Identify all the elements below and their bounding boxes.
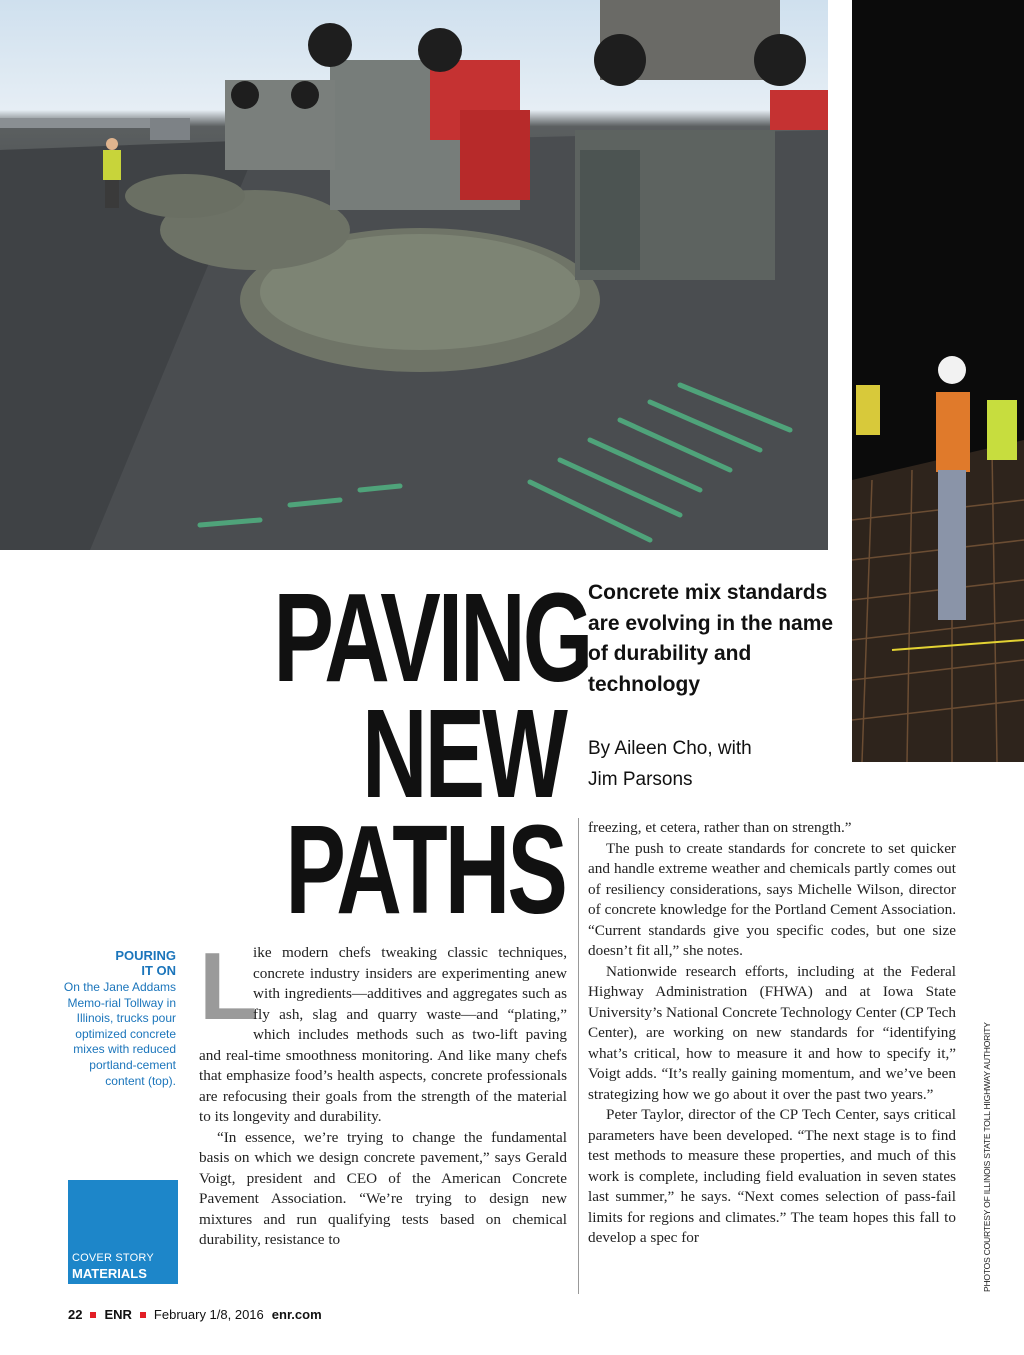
photo-caption [60, 948, 176, 1089]
section-label: COVER STORY [72, 1252, 154, 1264]
column-rule [578, 818, 579, 1294]
section-name: MATERIALS [72, 1266, 147, 1281]
paragraph: The push to create standards for concrete to set quicker and handle extreme weather and chemicals partly comes out of resiliency considerations, says Michelle Wilson, director of concrete knowledge for the Portland Cement Association. “Current standards give you specific codes, but one size doesn’t fit all,” she notes. [588, 839, 956, 959]
page-footer [68, 1307, 322, 1322]
paragraph: ike modern chefs tweaking classic techniques, concrete industry insiders are experimenting anew with ingredients—additives and aggregates such as fly ash, slag and quarry waste—and “plating,” which includes methods such as two-lift paving and real-time smoothness monitoring. And like many chefs that emphasize food’s health aspects, concrete professionals are refocusing their goals from the strength of the material to its longevity and durability. [199, 944, 567, 1125]
paragraph: “In essence, we’re trying to change the fundamental basis on which we design concrete pavement,” says Gerald Voigt, president and CEO of the American Concrete Pavement Association. “We’re trying to design new mixtures and run qualifying tests based on chemical durability, resistance to [199, 1128, 567, 1248]
byline [588, 733, 838, 795]
article-column-1 [199, 933, 567, 1251]
issue-date: February 1/8, 2016 [153, 1307, 264, 1322]
headline-line-2: NEW [361, 683, 565, 824]
paragraph: Peter Taylor, director of the CP Tech Center, says critical parameters have been developed. “The next stage is to find test methods to measure these properties, and much of this work is complete, including field evaluation in seven states last summer,” he says. “Next comes selection of pass-fail limits for regions and climates.” The team hopes this fall to develop a spec for [588, 1106, 956, 1246]
brand: ENR [104, 1307, 132, 1322]
paragraph: Nationwide research efforts, including at the Federal Highway Administration (FHWA) and at Iowa State University’s National Concrete Technology Center (CP Tech Center), are working on new standards for “identifying what’s critical, how to measure it and how to specify it,” Voigt adds. “It’s really gaining momentum, and we’ve been strategizing how we go about it over the past two years.” [588, 962, 956, 1103]
drop-cap: L [199, 933, 258, 1040]
paragraph: freezing, et cetera, rather than on strength.” [588, 819, 852, 836]
photo-night-illustration [852, 0, 1024, 762]
article-column-2 [588, 818, 956, 1249]
page-number: 22 [68, 1307, 83, 1322]
byline-line-1: By Aileen Cho, with [588, 738, 752, 759]
caption-title-line-1: POURING [115, 948, 176, 963]
headline-line-3: PATHS [285, 799, 565, 940]
photo-concrete-trucks [0, 0, 828, 550]
photo-credit: PHOTOS COURTESY OF ILLINOIS STATE TOLL HIGHWAY AUTHORITY [982, 1022, 992, 1292]
footer-square-icon [90, 1312, 96, 1318]
caption-text: On the Jane Addams Memo-rial Tollway in Illinois, trucks pour optimized concrete mixes with reduced portland-cement content (top). [63, 980, 176, 1088]
caption-title [60, 948, 176, 978]
footer-square-icon [140, 1312, 146, 1318]
byline-line-2: Jim Parsons [588, 769, 693, 790]
photo-night-crew [852, 0, 1024, 762]
photo-trucks-illustration [0, 0, 828, 550]
headline-line-1: PAVING [273, 567, 591, 708]
section-box [68, 1180, 178, 1284]
website[interactable]: enr.com [271, 1307, 322, 1322]
caption-title-line-2: IT ON [141, 963, 176, 978]
headline [273, 567, 591, 940]
deck: Concrete mix standards are evolving in the name of durability and technology [588, 581, 834, 696]
